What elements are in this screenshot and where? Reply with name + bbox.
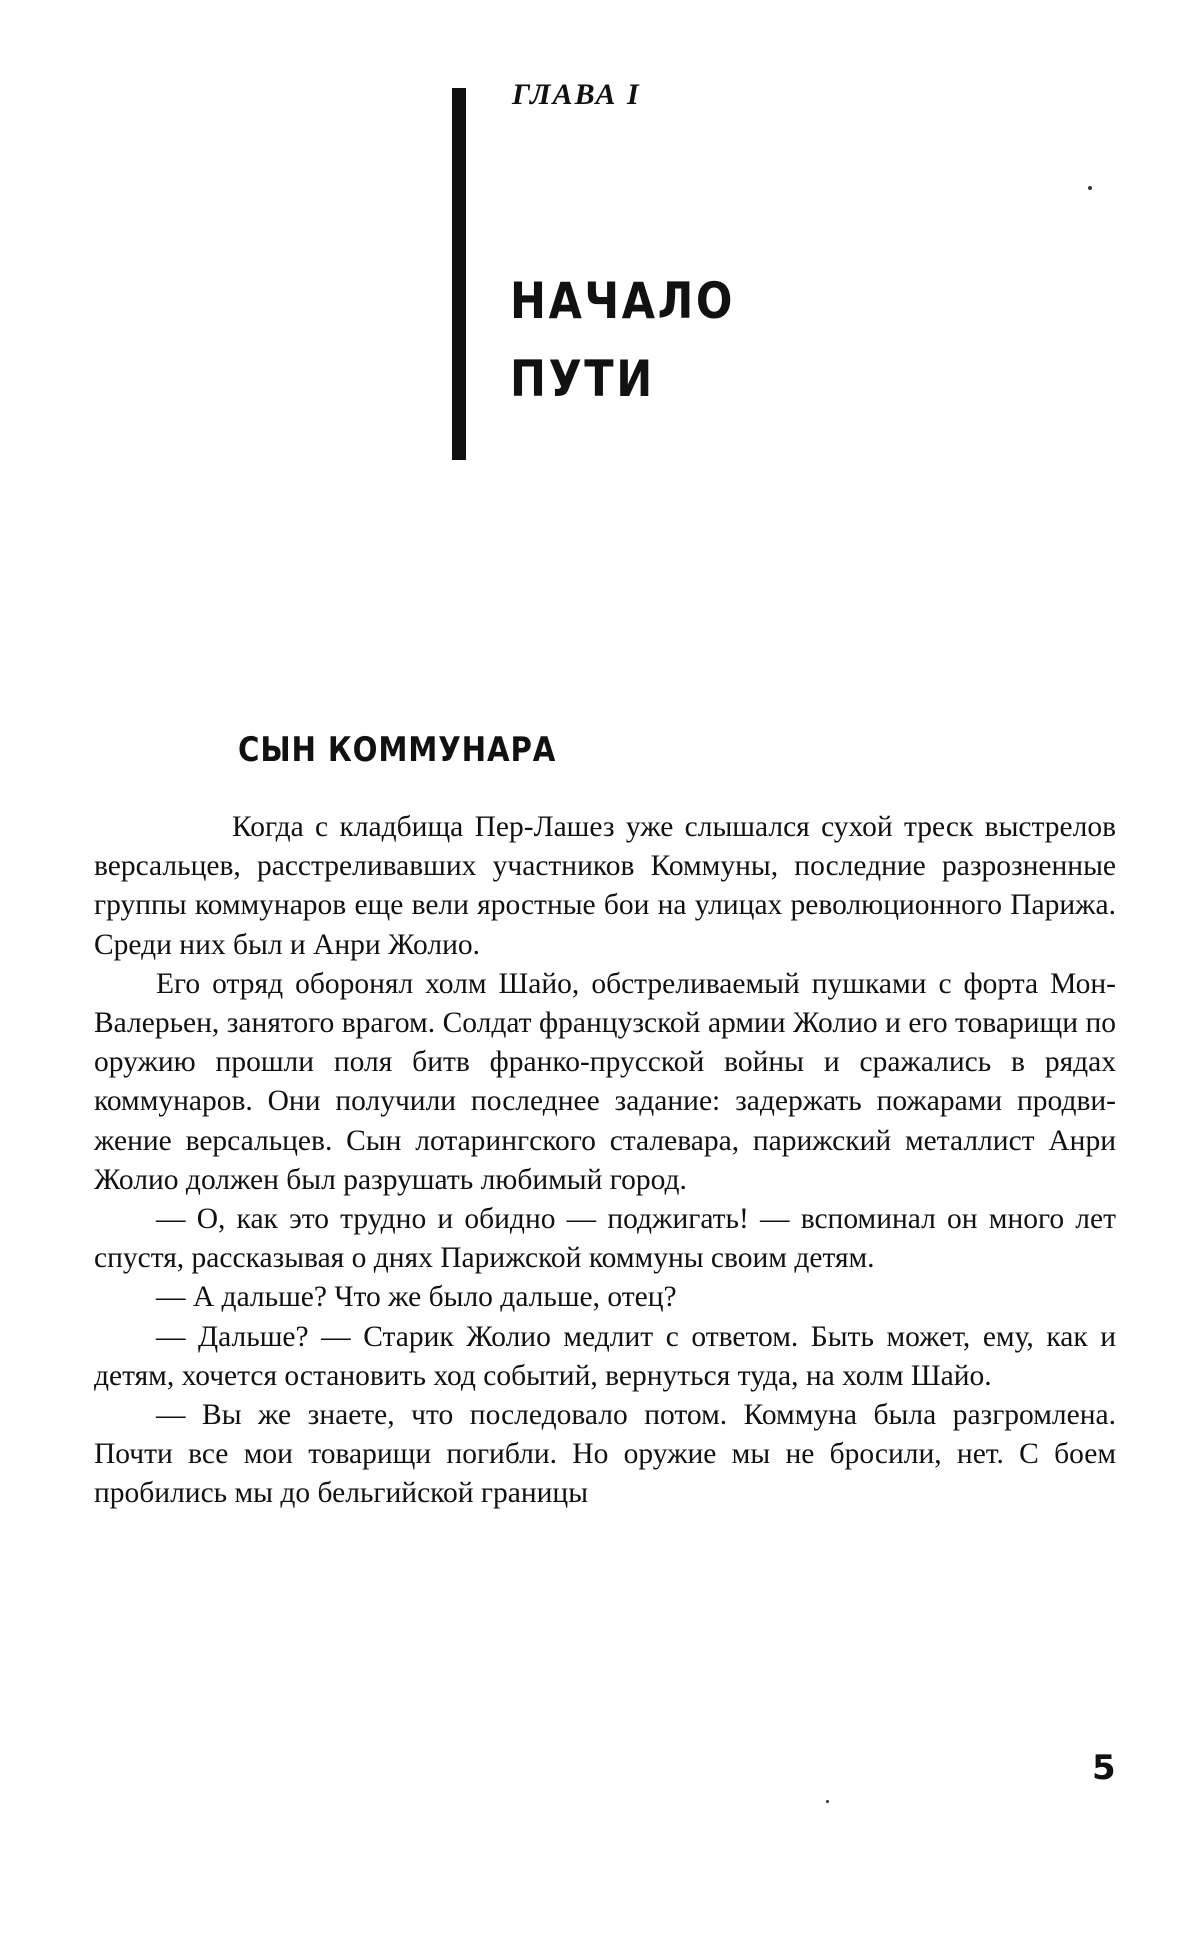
body-text [94,808,1116,1514]
page-number: 5 [1092,1748,1116,1788]
chapter-title-line-2: ПУТИ [510,350,655,408]
paragraph: — Вы же знаете, что последовало потом. Коммуна была разгромлена. Почти все мои товарищи погибли. Но оружие мы не бросили, нет. С боем пробились мы до бельгийской границы [94,1399,1116,1510]
paragraph: — Дальше? — Старик Жолио медлит с ответом. Быть может, ему, как и детям, хочется остановить ход событий, вернуться туда, на холм Шайо. [94,1320,1116,1392]
paragraph: Когда с кладбища Пер-Лашез уже слышался сухой треск выстрелов версальцев, расстреливавших участников Коммуны, последние разрозненные группы коммунаров еще вели яростные бои на улицах революционного Парижа. Среди них был и Анри Жолио. [94,811,1116,961]
paragraph: — А дальше? Что же было дальше, отец? [156,1281,677,1314]
section-title: СЫН КОММУНАРА [238,730,557,770]
print-speck [1088,186,1092,190]
chapter-title-line-1: НАЧАЛО [510,272,736,330]
print-speck [826,1800,829,1803]
chapter-vertical-rule [452,88,466,460]
chapter-title [510,262,735,418]
paragraph: — О, как это трудно и обидно — поджигать! — вспоминал он много лет спустя, рассказывая о днях Парижской коммуны своим детям. [94,1203,1116,1275]
chapter-label: ГЛАВА I [512,78,641,111]
paragraph: Его отряд оборонял холм Шайо, обстреливаемый пушками с форта Мон-Валерьен, занятого врагом. Солдат французской армии Жолио и его товарищи по оружию прошли поля битв франко-прусской войны и сражались в рядах коммунаров. Они получили последнее задание: задержать пожарами продвижение версальцев. Сын лотарингского сталевара, парижский металлист Анри Жолио должен был разрушать любимый город. [94,967,1116,1196]
